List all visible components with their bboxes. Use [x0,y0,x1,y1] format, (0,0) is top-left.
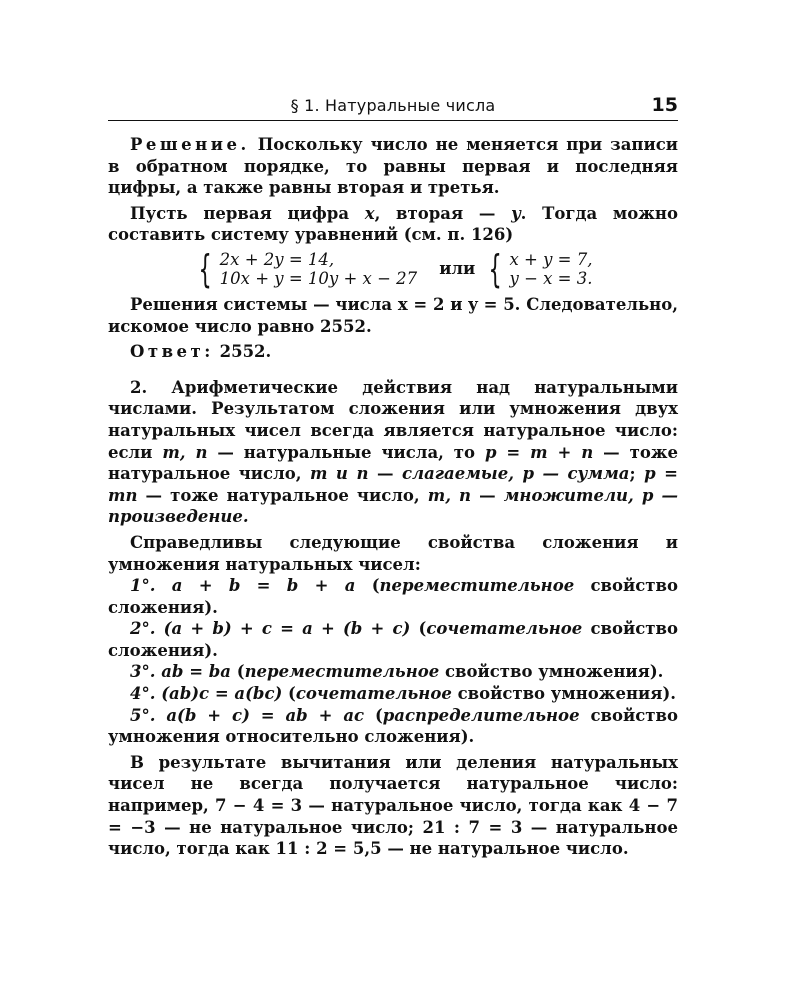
text-run: ( [282,684,296,704]
equation: 10x + y = 10y + x − 27 [219,268,418,288]
var-x: x [364,203,375,223]
properties-intro: Справедливы следующие свойства сложения и умножения натуральных чисел: [108,532,678,574]
var-y: y [511,203,521,223]
equation: x + y = 7, [509,249,593,269]
solution-text: Поскольку число не меняется при записи в обратном порядке, то равны первая и последняя цифры, а также равны вторая и третья. [108,135,678,198]
math-run: p = m + n [484,442,594,462]
property-formula: 4°. (ab)c = a(bc) [130,684,283,704]
text-run: свойство умножения). [451,684,677,704]
property-item [108,683,678,705]
text-run: Результатом сложения или умножения двух натуральных чисел всегда является натуральное число: если [108,399,678,462]
property-item [108,705,678,748]
term-run: слагаемые, p — сумма [401,464,630,484]
property-name: переместительное [244,662,440,682]
equation: 2x + 2y = 14, [219,249,335,269]
property-formula: 3°. ab = ba [130,662,231,682]
answer-paragraph [108,341,678,363]
math-run: m, n [162,442,208,462]
answer-value: 2552. [213,342,272,362]
property-formula: 2°. (a + b) + c = a + (b + c) [130,619,411,639]
math-run: m и n [309,464,369,484]
term-run: множители, p — произведение. [108,485,678,527]
property-formula: 1°. a + b = b + a [130,576,356,596]
system-right [483,246,593,291]
let-text: Пусть первая цифра [130,203,365,223]
text-run: ; [629,464,645,484]
page-body [108,134,678,860]
text-run: — тоже натуральное число, [108,442,678,484]
text-run: ( [364,705,383,725]
left-brace-icon: { [488,246,503,291]
let-paragraph [108,203,678,246]
text-run: — [368,464,402,484]
property-item [108,661,678,683]
text-run: — тоже натуральное число, [137,485,428,505]
solutions-paragraph: Решения системы — числа x = 2 и y = 5. Следовательно, искомое число равно 2552. [108,294,678,336]
left-brace-icon: { [198,246,213,291]
text-run: ( [231,662,245,682]
property-item [108,575,678,618]
property-item [108,618,678,661]
or-word: или [439,259,476,279]
section2-paragraph [108,377,678,528]
system-right-equations [510,250,593,288]
system-left [193,246,418,291]
equation: y − x = 3. [509,268,593,288]
solution-paragraph [108,134,678,199]
let-mid: , вторая — [374,203,512,223]
property-name: сочетательное [426,619,583,639]
running-title: § 1. Натуральные числа [290,96,496,115]
text-run: свойство сложения). [108,576,678,617]
property-formula: 5°. a(b + c) = ab + ac [130,705,365,725]
text-run: ( [355,576,380,596]
closing-paragraph: В результате вычитания или деления натуральных чисел не всегда получается натуральное число: например, 7 − 4 = 3 — натуральное число, тогда как 4 − 7 = −3 — не натуральное число; 21 : 7 = 3 — натуральное число, тогда как 11 : 2 = 5,5 — не натуральное число. [108,752,678,859]
text-run: ( [410,619,427,639]
system-left-equations [220,250,418,288]
property-name: сочетательное [295,684,452,704]
answer-label: Ответ: [130,342,214,362]
property-name: переместительное [379,576,575,596]
property-name: распределительное [382,705,580,725]
math-run: m, n [427,485,472,505]
text-run: — натуральные числа, то [207,442,485,462]
section2-heading: 2. Арифметические действия над натуральными числами. [108,377,678,419]
text-run: — [471,485,504,505]
page-header [108,96,678,121]
let-rest: . Тогда можно составить систему уравнений (см. п. 126) [108,203,678,245]
text-run: свойство умножения). [439,662,664,682]
text-run: свойство сложения). [108,619,678,660]
page-number: 15 [651,94,678,116]
text-run: свойство умножения относительно сложения). [108,705,678,747]
math-run: p = mn [108,464,678,505]
solution-label: Решение. [130,135,250,154]
equation-systems [108,248,678,290]
